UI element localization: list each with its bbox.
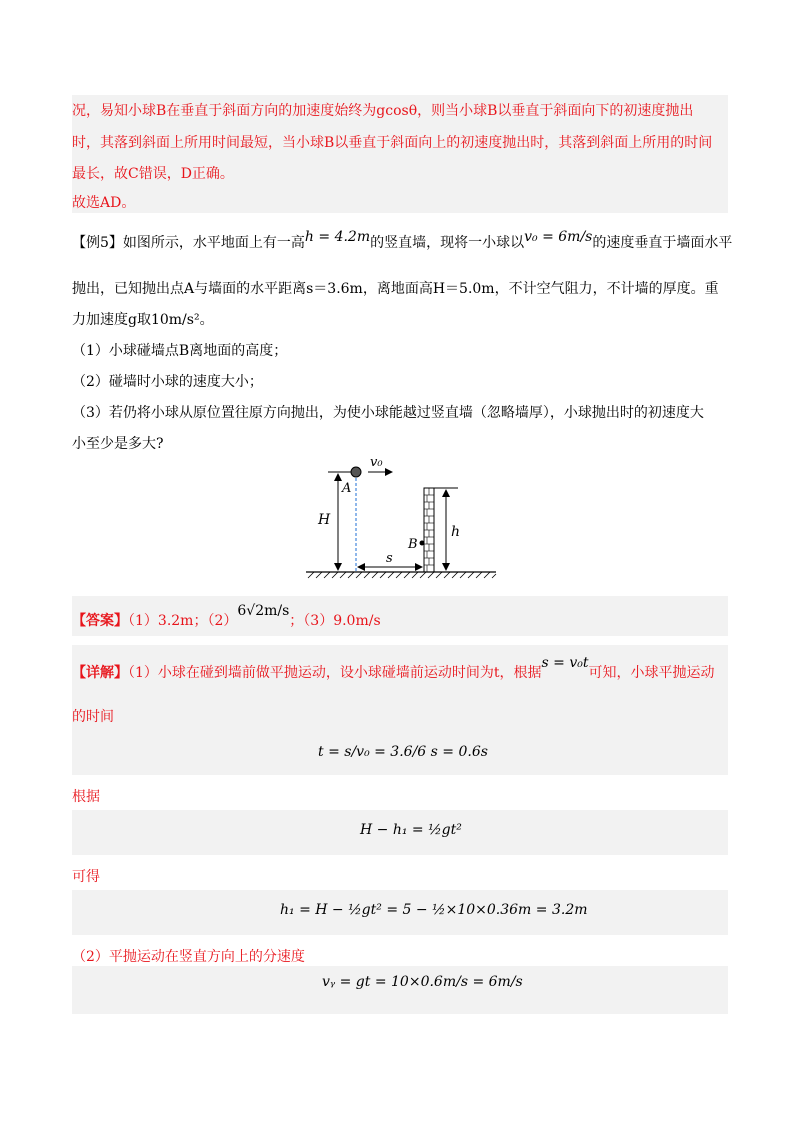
prev-solution-line-3: 最长，故C错误，D正确。 (72, 166, 234, 182)
example-text: 的竖直墙，现将一小球以 (370, 235, 525, 251)
ground-hatch (308, 572, 496, 578)
answer-part-2: 6√2m/s (237, 603, 290, 619)
detail-line-2: 的时间 (72, 709, 114, 725)
question-2: （2）碰墙时小球的速度大小； (72, 374, 263, 390)
answer-line (72, 603, 381, 630)
question-1: （1）小球碰墙点B离地面的高度； (72, 343, 288, 359)
question-3-cont: 小至少是多大? (72, 436, 164, 452)
formula-v0: v₀ = 6m/s (524, 229, 593, 245)
detail-text: （1）小球在碰到墙前做平抛运动，设小球碰墙前运动时间为t，根据 (128, 665, 542, 681)
detail-line-1 (72, 655, 715, 682)
label-genju: 根据 (72, 789, 100, 805)
label-A: A (342, 481, 352, 496)
prev-solution-line-1: 况，易知小球B在垂直于斜面方向的加速度始终为gcosθ，则当小球B以垂直于斜面向下的初速度抛出 (72, 103, 694, 119)
formula-s-v0t: s = v₀t (541, 655, 589, 671)
point-B (420, 541, 425, 546)
label-B: B (408, 537, 418, 552)
formula-h: h = 4.2m (304, 229, 371, 245)
equation-4: vᵧ = gt = 10×0.6m/s = 6m/s (322, 974, 523, 990)
detail-block (72, 645, 728, 735)
ball-A (351, 467, 361, 477)
label-H: H (318, 512, 331, 528)
answer-part-3: ；（3）9.0m/s (289, 613, 381, 629)
part-2-heading: （2）平抛运动在竖直方向上的分速度 (72, 949, 305, 965)
example-text: 如图所示，水平地面上有一高 (122, 235, 305, 251)
equation-3: h₁ = H − ½gt² = 5 − ½×10×0.36m = 3.2m (280, 902, 588, 918)
equation-1: t = s/v₀ = 3.6/6 s = 0.6s (318, 744, 488, 760)
detail-text: 可知，小球平抛运动 (588, 665, 715, 681)
example-tag: 【例5】 (72, 235, 123, 251)
example-line-1 (72, 229, 733, 252)
label-kede: 可得 (72, 869, 100, 885)
prev-solution-line-4: 故选AD。 (72, 195, 136, 211)
equation-2: H − h₁ = ½gt² (360, 822, 462, 838)
answer-part-1: （1）3.2m；（2） (128, 613, 238, 629)
answer-tag: 【答案】 (72, 613, 128, 629)
label-h: h (451, 524, 461, 540)
example-line-2: 抛出，已知抛出点A与墙面的水平距离s＝3.6m，离地面高H＝5.0m，不计空气阻力，不计墙的厚度。重 (72, 281, 719, 297)
label-v0: v₀ (370, 455, 383, 470)
detail-tag: 【详解】 (72, 665, 128, 681)
prev-solution-line-2: 时，其落到斜面上所用时间最短，当小球B以垂直于斜面向上的初速度抛出时，其落到斜面上所用的时间 (72, 135, 713, 151)
physics-diagram (300, 450, 500, 582)
question-3: （3）若仍将小球从原位置往原方向抛出，为使小球能越过竖直墙（忽略墙厚），小球抛出时的初速度大 (72, 405, 704, 421)
label-s: s (386, 551, 393, 566)
example-text: 的速度垂直于墙面水平 (592, 235, 733, 251)
example-line-3: 力加速度g取10m/s²。 (72, 312, 214, 328)
